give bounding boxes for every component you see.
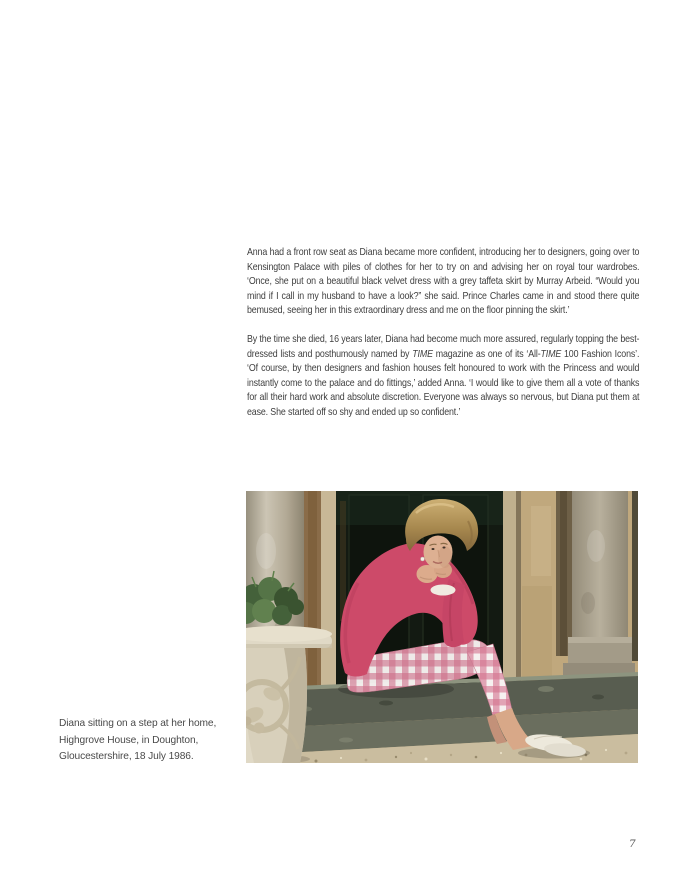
caption-line: Highgrove House, in Doughton,	[59, 734, 199, 746]
diana-photo	[246, 491, 638, 763]
caption-line: Diana sitting on a step at her home,	[59, 718, 217, 729]
earring	[421, 557, 425, 561]
body-text	[247, 246, 639, 435]
photo-caption	[59, 716, 216, 766]
page-number: 7	[629, 838, 636, 850]
right-column	[563, 491, 638, 679]
photo-illustration	[246, 491, 638, 763]
caption-line: Gloucestershire, 18 July 1986.	[59, 751, 194, 762]
white-collar	[431, 585, 456, 596]
paragraph-2: By the time she died, 16 years later, Diana had become much more assured, regularly topping the best-dressed lists and posthumously named by TIME magazine as one of its ‘All-TIME 100 Fashion Icons’. ‘Of course, by then designers and fashion houses felt honoured to work with the Princess and would instantly come to the palace and do fittings,’ added Anna. ‘I would like to give them all a vote of thanks for all their hard work and absolute discretion. Everyone was always so nervous, but Diana put them at ease. She started off so shy and ended up so confident.’	[247, 334, 640, 418]
paragraph-1: Anna had a front row seat as Diana became more confident, introducing her to designers, going over to Kensington Palace with piles of clothes for her to try on and advising her on royal tour wardrobes. ‘Once, she put on a beautiful black velvet dress with a grey taffeta skirt by Murray Arbeid. “Would you mind if I call in my husband to have a look?” she said. Prince Charles came in and stood there quite bemused, seeing her in this extraordinary dress and me on the floor pinning the skirt.’	[247, 247, 640, 316]
